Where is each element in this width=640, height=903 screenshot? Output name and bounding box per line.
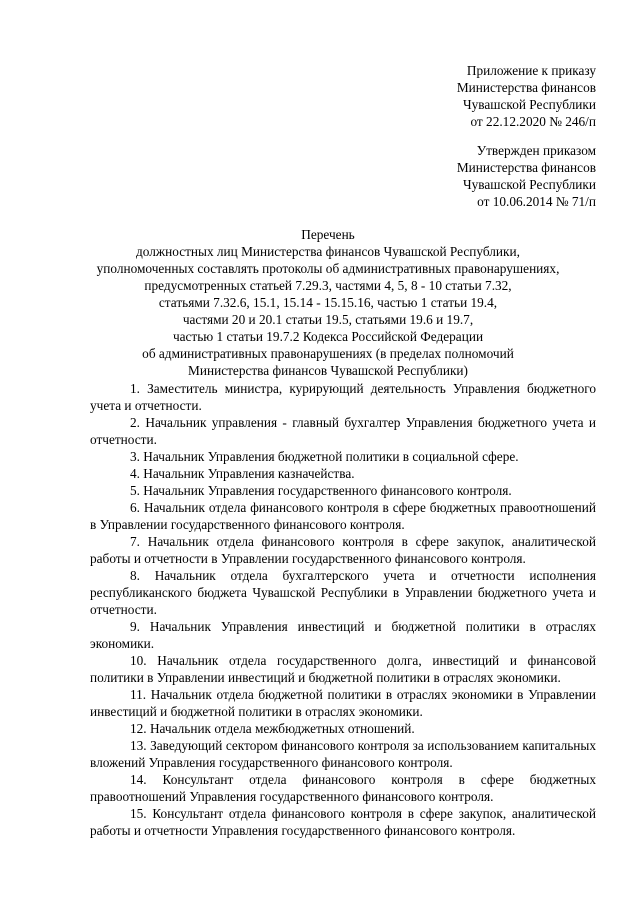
approval-line: от 10.06.2014 № 71/п <box>477 194 596 209</box>
appendix-line: Приложение к приказу <box>466 63 596 78</box>
list-item: 9. Начальник Управления инвестиций и бюджетной политики в отраслях экономики. <box>90 619 596 651</box>
title-line: частью 1 статьи 19.7.2 Кодекса Российской Федерации <box>172 329 484 344</box>
list-item: 3. Начальник Управления бюджетной политики в социальной сфере. <box>130 449 519 464</box>
approval-line: Министерства финансов <box>456 160 596 175</box>
document-title <box>60 226 596 379</box>
appendix-line: Министерства финансов <box>456 80 596 95</box>
list-item: 5. Начальник Управления государственного финансового контроля. <box>130 483 512 498</box>
title-line: об административных правонарушениях (в пределах полномочий <box>142 346 514 361</box>
list-item: 1. Заместитель министра, курирующий деятельность Управления бюджетного учета и отчетности. <box>90 381 596 413</box>
list-item: 6. Начальник отдела финансового контроля в сфере бюджетных правоотношений в Управлении государственного финансового контроля. <box>90 500 596 532</box>
officials-list <box>90 380 596 839</box>
title-line: Министерства финансов Чувашской Республики) <box>188 363 468 378</box>
list-item: 7. Начальник отдела финансового контроля в сфере закупок, аналитической работы и отчетности в Управлении государственного финансового контроля. <box>90 534 596 566</box>
approval-line: Чувашской Республики <box>462 177 596 192</box>
title-line: уполномоченных составлять протоколы об административных правонарушениях, <box>96 261 560 276</box>
approval-line: Утвержден приказом <box>476 143 596 158</box>
title-line: должностных лиц Министерства финансов Чувашской Республики, <box>136 244 520 259</box>
appendix-line: Чувашской Республики <box>462 97 596 112</box>
list-item: 15. Консультант отдела финансового контроля в сфере закупок, аналитической работы и отчетности Управления государственного финансового контроля. <box>90 806 596 838</box>
list-item: 10. Начальник отдела государственного долга, инвестиций и финансовой политики в Управлении инвестиций и бюджетной политики в отраслях экономики. <box>90 653 596 685</box>
list-item: 11. Начальник отдела бюджетной политики в отраслях экономики в Управлении инвестиций и бюджетной политики в отраслях экономики. <box>90 687 596 719</box>
title-line: Перечень <box>301 227 355 242</box>
list-item: 12. Начальник отдела межбюджетных отношений. <box>130 721 415 736</box>
title-line: статьями 7.32.6, 15.1, 15.14 - 15.15.16, частью 1 статьи 19.4, <box>158 295 498 310</box>
title-line: частями 20 и 20.1 статьи 19.5, статьями 19.6 и 19.7, <box>182 312 474 327</box>
list-item: 2. Начальник управления - главный бухгалтер Управления бюджетного учета и отчетности. <box>90 415 596 447</box>
approval-header <box>457 142 596 210</box>
list-item: 13. Заведующий сектором финансового контроля за использованием капитальных вложений Управления государственного финансового контроля. <box>90 738 596 770</box>
title-line: предусмотренных статьей 7.29.3, частями 4, 5, 8 - 10 статьи 7.32, <box>144 278 512 293</box>
appendix-header <box>457 62 596 130</box>
appendix-line: от 22.12.2020 № 246/п <box>470 114 596 129</box>
list-item: 4. Начальник Управления казначейства. <box>130 466 355 481</box>
list-item: 8. Начальник отдела бухгалтерского учета и отчетности исполнения республиканского бюджета Чувашской Республики в Управлении бюджетного учета и отчетности. <box>90 568 596 617</box>
list-item: 14. Консультант отдела финансового контроля в сфере бюджетных правоотношений Управления государственного финансового контроля. <box>90 772 596 804</box>
